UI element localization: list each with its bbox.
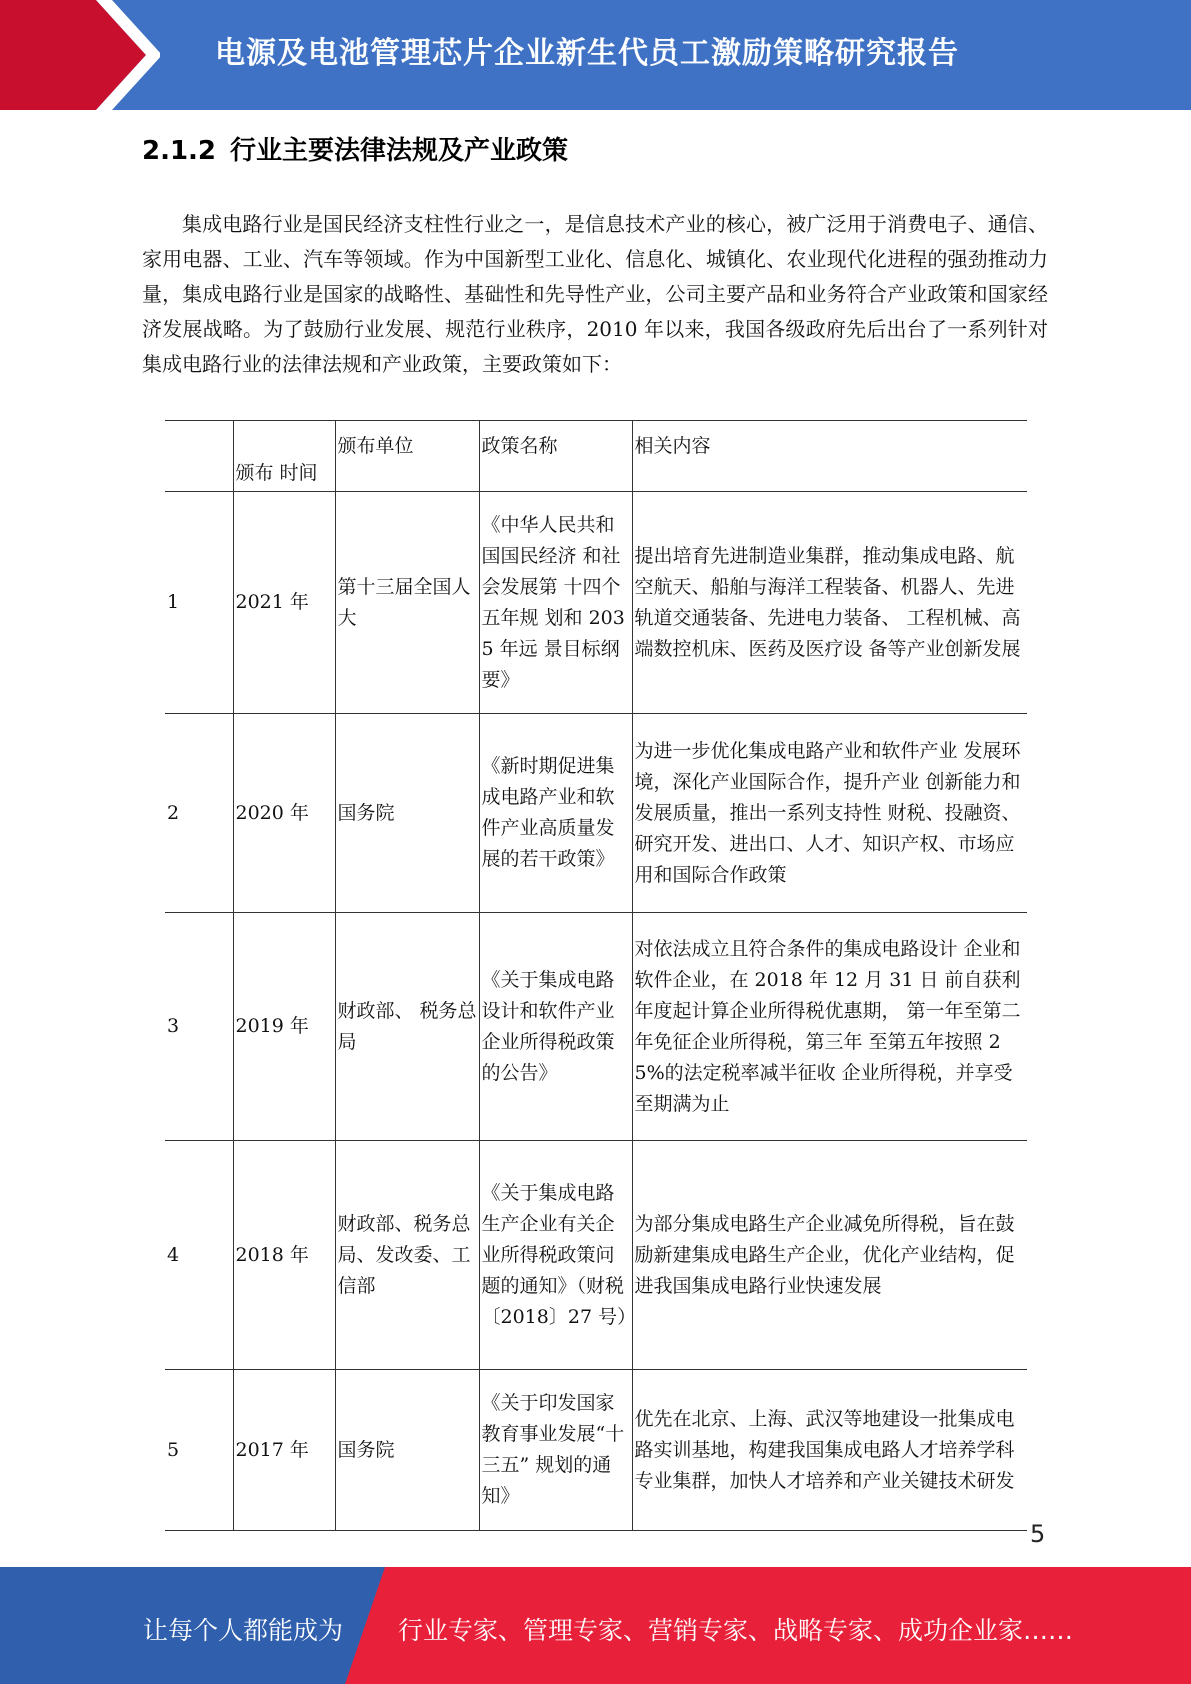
header-chevron-decoration — [0, 0, 160, 110]
page-header — [0, 0, 1191, 110]
row-issuer: 国务院 — [335, 714, 479, 913]
row-content: 为进一步优化集成电路产业和软件产业 发展环境，深化产业国际合作，提升产业 创新能力和发展质量，推出一系列支持性 财税、投融资、研究开发、进出口、人才、知识产权、市场应用和国际合作政策 — [632, 714, 1027, 913]
row-issuer: 第十三届全国人大 — [335, 492, 479, 714]
row-content: 对依法成立且符合条件的集成电路设计 企业和软件企业，在 2018 年 12 月 31 日 前自获利年度起计算企业所得税优惠期， 第一年至第二年免征企业所得税，第三年 至第五年按照 25%的法定税率减半征收 企业所得税，并享受至期满为止 — [632, 913, 1027, 1141]
section-heading — [142, 130, 568, 167]
row-policy: 《关于集成电路设计和软件产业企业所得税政策的公告》 — [479, 913, 632, 1141]
footer-slogan-left: 让每个人都能成为 — [143, 1616, 344, 1645]
row-issuer: 国务院 — [335, 1370, 479, 1531]
table-row — [165, 913, 1027, 1141]
row-policy: 《中华人民共和国国民经济 和社会发展第 十四个五年规 划和 2035 年远 景目标纲要》 — [479, 492, 632, 714]
row-time: 2021 年 — [233, 492, 335, 714]
table-header-row — [165, 421, 1027, 492]
row-issuer: 财政部、 税务总局 — [335, 913, 479, 1141]
row-time: 2020 年 — [233, 714, 335, 913]
header-cell-index — [165, 421, 233, 492]
row-index: 1 — [165, 492, 233, 714]
row-index: 4 — [165, 1141, 233, 1370]
row-issuer: 财政部、税务总局、发改委、工信部 — [335, 1141, 479, 1370]
row-content: 优先在北京、上海、武汉等地建设一批集成电路实训基地，构建我国集成电路人才培养学科专业集群，加快人才培养和产业关键技术研发 — [632, 1370, 1027, 1531]
row-index: 5 — [165, 1370, 233, 1531]
page-footer — [0, 1567, 1191, 1684]
table-row — [165, 714, 1027, 913]
section-number: 2.1.2 — [142, 136, 217, 166]
table-row — [165, 1370, 1027, 1531]
row-index: 2 — [165, 714, 233, 913]
row-time: 2018 年 — [233, 1141, 335, 1370]
row-policy: 《新时期促进集成电路产业和软件产业高质量发展的若干政策》 — [479, 714, 632, 913]
page-number: 5 — [1030, 1520, 1046, 1548]
row-time: 2019 年 — [233, 913, 335, 1141]
row-content: 为部分集成电路生产企业减免所得税，旨在鼓励新建集成电路生产企业，优化产业结构，促进我国集成电路行业快速发展 — [632, 1141, 1027, 1370]
header-cell-policy: 政策名称 — [479, 421, 632, 492]
row-policy: 《关于集成电路生产企业有关企业所得税政策问题的通知》（财税〔2018〕27 号） — [479, 1141, 632, 1370]
row-content: 提出培育先进制造业集群，推动集成电路、航空航天、船舶与海洋工程装备、机器人、先进轨道交通装备、先进电力装备、 工程机械、高端数控机床、医药及医疗设 备等产业创新发展 — [632, 492, 1027, 714]
header-cell-time: 颁布 时间 — [233, 421, 335, 492]
footer-slogan-right: 行业专家、管理专家、营销专家、战略专家、成功企业家…… — [398, 1616, 1074, 1645]
section-title: 行业主要法律法规及产业政策 — [230, 136, 569, 166]
policy-table — [165, 420, 1027, 1531]
row-policy: 《关于印发国家教育事业发展“十三五” 规划的通知》 — [479, 1370, 632, 1531]
row-time: 2017 年 — [233, 1370, 335, 1531]
table-row — [165, 492, 1027, 714]
header-cell-content: 相关内容 — [632, 421, 1027, 492]
row-index: 3 — [165, 913, 233, 1141]
report-title: 电源及电池管理芯片企业新生代员工激励策略研究报告 — [215, 36, 959, 71]
header-cell-issuer: 颁布单位 — [335, 421, 479, 492]
table-row — [165, 1141, 1027, 1370]
intro-paragraph: 集成电路行业是国民经济支柱性行业之一，是信息技术产业的核心，被广泛用于消费电子、通信、家用电器、工业、汽车等领域。作为中国新型工业化、信息化、城镇化、农业现代化进程的强劲推动力量，集成电路行业是国家的战略性、基础性和先导性产业，公司主要产品和业务符合产业政策和国家经济发展战略。为了鼓励行业发展、规范行业秩序，2010 年以来，我国各级政府先后出台了一系列针对集成电路行业的法律法规和产业政策，主要政策如下： — [142, 212, 1048, 376]
